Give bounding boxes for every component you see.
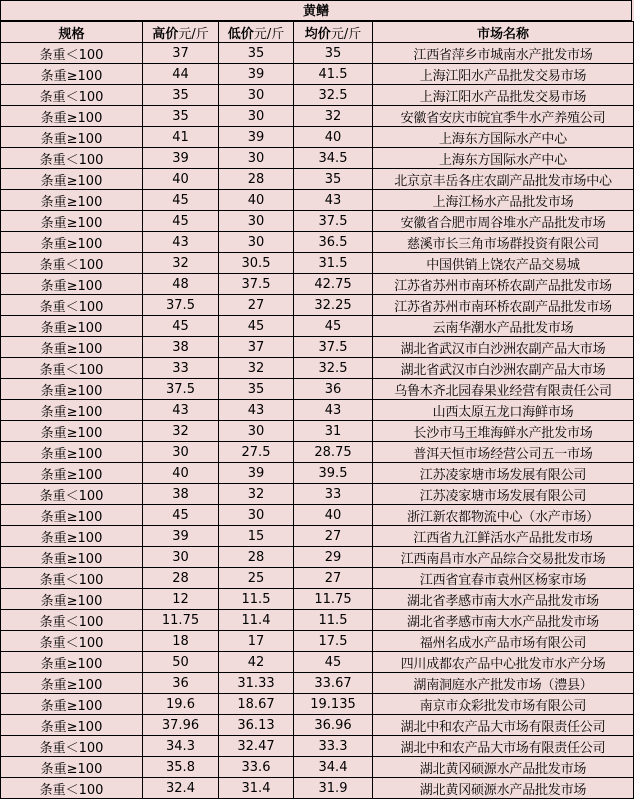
low-price-cell: 36.13: [219, 715, 294, 736]
avg-price-cell: 32.5: [294, 85, 373, 106]
avg-price-cell: 34.5: [294, 148, 373, 169]
spec-cell: 条重＜100: [1, 295, 143, 316]
header-row: [1, 22, 634, 43]
market-name-cell: 上海东方国际水产中心: [373, 127, 634, 148]
market-name-cell: 山西太原五龙口海鲜市场: [373, 400, 634, 421]
high-price-cell: 19.6: [143, 694, 219, 715]
low-price-cell: 39: [219, 64, 294, 85]
price-table: [0, 21, 634, 799]
low-price-cell: 37.5: [219, 274, 294, 295]
market-name-cell: 福州名成水产品市场有限公司: [373, 631, 634, 652]
market-name-cell: 湖北省武汉市白沙洲农副产品大市场: [373, 337, 634, 358]
table-row: [1, 64, 634, 85]
high-price-cell: 43: [143, 400, 219, 421]
low-price-cell: 27: [219, 295, 294, 316]
avg-price-cell: 36.5: [294, 232, 373, 253]
table-row: [1, 400, 634, 421]
table-row: [1, 589, 634, 610]
table-row: [1, 463, 634, 484]
avg-price-cell: 11.75: [294, 589, 373, 610]
low-price-cell: 32: [219, 358, 294, 379]
market-name-cell: 乌鲁木齐北园春果业经营有限责任公司: [373, 379, 634, 400]
header-low-label: 低价: [227, 26, 254, 42]
low-price-cell: 42: [219, 652, 294, 673]
spec-cell: 条重＜100: [1, 778, 143, 799]
sheet-title: 黄鳝: [0, 0, 632, 21]
header-high-label: 高价: [152, 26, 179, 42]
high-price-cell: 39: [143, 526, 219, 547]
spec-cell: 条重≥100: [1, 274, 143, 295]
table-row: [1, 778, 634, 799]
low-price-cell: 30: [219, 421, 294, 442]
high-price-cell: 28: [143, 568, 219, 589]
market-name-cell: 上海江阳水产品批发交易市场: [373, 64, 634, 85]
high-price-cell: 37.96: [143, 715, 219, 736]
low-price-cell: 31.33: [219, 673, 294, 694]
avg-price-cell: 40: [294, 127, 373, 148]
market-name-cell: 中国供销上饶农产品交易城: [373, 253, 634, 274]
spec-cell: 条重≥100: [1, 673, 143, 694]
avg-price-cell: 39.5: [294, 463, 373, 484]
high-price-cell: 40: [143, 169, 219, 190]
avg-price-cell: 40: [294, 505, 373, 526]
high-price-cell: 18: [143, 631, 219, 652]
spec-cell: 条重≥100: [1, 211, 143, 232]
low-price-cell: 15: [219, 526, 294, 547]
header-spec: 规格: [1, 22, 143, 43]
avg-price-cell: 33.67: [294, 673, 373, 694]
market-name-cell: 云南华潮水产品批发市场: [373, 316, 634, 337]
high-price-cell: 38: [143, 337, 219, 358]
low-price-cell: 40: [219, 190, 294, 211]
table-row: [1, 316, 634, 337]
spec-cell: 条重≥100: [1, 337, 143, 358]
market-name-cell: 江苏省苏州市南环桥农副产品批发市场: [373, 295, 634, 316]
market-name-cell: 湖北省孝感市南大水产品批发市场: [373, 610, 634, 631]
avg-price-cell: 43: [294, 400, 373, 421]
avg-price-cell: 43: [294, 190, 373, 211]
avg-price-cell: 37.5: [294, 211, 373, 232]
market-name-cell: 安徽省合肥市周谷堆水产品批发市场: [373, 211, 634, 232]
header-market: 市场名称: [373, 22, 634, 43]
high-price-cell: 35: [143, 85, 219, 106]
table-row: [1, 274, 634, 295]
table-row: [1, 757, 634, 778]
header-avg-label: 均价: [304, 26, 331, 42]
market-name-cell: 江西省宜春市袁州区杨家市场: [373, 568, 634, 589]
table-body: [1, 43, 634, 799]
header-high: [143, 22, 219, 43]
low-price-cell: 28: [219, 547, 294, 568]
avg-price-cell: 45: [294, 316, 373, 337]
low-price-cell: 30: [219, 505, 294, 526]
low-price-cell: 30: [219, 211, 294, 232]
spec-cell: 条重≥100: [1, 505, 143, 526]
spec-cell: 条重≥100: [1, 169, 143, 190]
low-price-cell: 43: [219, 400, 294, 421]
high-price-cell: 37: [143, 43, 219, 64]
high-price-cell: 48: [143, 274, 219, 295]
market-name-cell: 慈溪市长三角市场群投资有限公司: [373, 232, 634, 253]
high-price-cell: 33: [143, 358, 219, 379]
low-price-cell: 31.4: [219, 778, 294, 799]
market-name-cell: 湖北省孝感市南大水产品批发市场: [373, 589, 634, 610]
spec-cell: 条重≥100: [1, 190, 143, 211]
table-row: [1, 715, 634, 736]
avg-price-cell: 27: [294, 568, 373, 589]
market-name-cell: 江苏省苏州市南环桥农副产品批发市场: [373, 274, 634, 295]
market-name-cell: 上海东方国际水产中心: [373, 148, 634, 169]
table-row: [1, 673, 634, 694]
table-row: [1, 253, 634, 274]
high-price-cell: 38: [143, 484, 219, 505]
spec-cell: 条重≥100: [1, 421, 143, 442]
table-row: [1, 736, 634, 757]
high-price-cell: 39: [143, 148, 219, 169]
low-price-cell: 33.6: [219, 757, 294, 778]
high-price-cell: 36: [143, 673, 219, 694]
spec-cell: 条重≥100: [1, 652, 143, 673]
low-price-cell: 11.5: [219, 589, 294, 610]
table-row: [1, 169, 634, 190]
high-price-cell: 44: [143, 64, 219, 85]
market-name-cell: 湖南洞庭水产批发市场（澧县）: [373, 673, 634, 694]
table-row: [1, 148, 634, 169]
high-price-cell: 32: [143, 421, 219, 442]
table-row: [1, 379, 634, 400]
avg-price-cell: 34.4: [294, 757, 373, 778]
avg-price-cell: 27: [294, 526, 373, 547]
spec-cell: 条重＜100: [1, 631, 143, 652]
table-row: [1, 694, 634, 715]
table-row: [1, 295, 634, 316]
avg-price-cell: 31: [294, 421, 373, 442]
spec-cell: 条重≥100: [1, 316, 143, 337]
high-price-cell: 45: [143, 316, 219, 337]
low-price-cell: 32: [219, 484, 294, 505]
header-avg-unit: 元/斤: [330, 26, 362, 42]
table-row: [1, 484, 634, 505]
header-high-unit: 元/斤: [178, 26, 209, 42]
table-row: [1, 442, 634, 463]
low-price-cell: 39: [219, 463, 294, 484]
spec-cell: 条重＜100: [1, 610, 143, 631]
high-price-cell: 32.4: [143, 778, 219, 799]
low-price-cell: 30: [219, 232, 294, 253]
avg-price-cell: 37.5: [294, 337, 373, 358]
low-price-cell: 11.4: [219, 610, 294, 631]
low-price-cell: 30: [219, 85, 294, 106]
high-price-cell: 32: [143, 253, 219, 274]
spec-cell: 条重＜100: [1, 253, 143, 274]
avg-price-cell: 31.9: [294, 778, 373, 799]
spec-cell: 条重≥100: [1, 526, 143, 547]
table-row: [1, 127, 634, 148]
high-price-cell: 43: [143, 232, 219, 253]
spec-cell: 条重≥100: [1, 232, 143, 253]
table-row: [1, 43, 634, 64]
avg-price-cell: 35: [294, 169, 373, 190]
market-name-cell: 湖北黄冈硕源水产品批发市场: [373, 757, 634, 778]
spec-cell: 条重＜100: [1, 43, 143, 64]
spec-cell: 条重≥100: [1, 127, 143, 148]
spec-cell: 条重≥100: [1, 106, 143, 127]
market-name-cell: 湖北黄冈硕源水产品批发市场: [373, 778, 634, 799]
high-price-cell: 11.75: [143, 610, 219, 631]
high-price-cell: 45: [143, 211, 219, 232]
spec-cell: 条重≥100: [1, 379, 143, 400]
avg-price-cell: 11.5: [294, 610, 373, 631]
table-row: [1, 337, 634, 358]
spec-cell: 条重≥100: [1, 442, 143, 463]
high-price-cell: 30: [143, 547, 219, 568]
avg-price-cell: 35: [294, 43, 373, 64]
market-name-cell: 湖北省武汉市白沙洲农副产品大市场: [373, 358, 634, 379]
avg-price-cell: 42.75: [294, 274, 373, 295]
high-price-cell: 40: [143, 463, 219, 484]
market-name-cell: 浙江新农都物流中心（水产市场）: [373, 505, 634, 526]
avg-price-cell: 33.3: [294, 736, 373, 757]
low-price-cell: 30: [219, 148, 294, 169]
market-name-cell: 江西南昌市水产品综合交易批发市场: [373, 547, 634, 568]
market-name-cell: 江西省九江鲜活水产品批发市场: [373, 526, 634, 547]
spec-cell: 条重＜100: [1, 85, 143, 106]
header-low: [219, 22, 294, 43]
low-price-cell: 25: [219, 568, 294, 589]
avg-price-cell: 36: [294, 379, 373, 400]
table-row: [1, 526, 634, 547]
header-low-unit: 元/斤: [253, 26, 285, 42]
market-name-cell: 南京市众彩批发市场有限公司: [373, 694, 634, 715]
spec-cell: 条重≥100: [1, 715, 143, 736]
avg-price-cell: 19.135: [294, 694, 373, 715]
table-row: [1, 358, 634, 379]
low-price-cell: 35: [219, 43, 294, 64]
table-row: [1, 610, 634, 631]
low-price-cell: 35: [219, 379, 294, 400]
table-row: [1, 568, 634, 589]
header-avg: [294, 22, 373, 43]
market-name-cell: 上海江阳水产品批发交易市场: [373, 85, 634, 106]
avg-price-cell: 36.96: [294, 715, 373, 736]
table-row: [1, 232, 634, 253]
spec-cell: 条重≥100: [1, 589, 143, 610]
high-price-cell: 34.3: [143, 736, 219, 757]
avg-price-cell: 32.5: [294, 358, 373, 379]
high-price-cell: 37.5: [143, 379, 219, 400]
low-price-cell: 18.67: [219, 694, 294, 715]
low-price-cell: 30.5: [219, 253, 294, 274]
table-row: [1, 85, 634, 106]
table-row: [1, 652, 634, 673]
spec-cell: 条重≥100: [1, 757, 143, 778]
table-row: [1, 421, 634, 442]
avg-price-cell: 17.5: [294, 631, 373, 652]
low-price-cell: 30: [219, 106, 294, 127]
avg-price-cell: 31.5: [294, 253, 373, 274]
table-row: [1, 505, 634, 526]
spec-cell: 条重≥100: [1, 547, 143, 568]
market-name-cell: 安徽省安庆市皖宜季牛水产养殖公司: [373, 106, 634, 127]
table-row: [1, 211, 634, 232]
market-name-cell: 湖北中和农产品大市场有限责任公司: [373, 736, 634, 757]
low-price-cell: 39: [219, 127, 294, 148]
spec-cell: 条重≥100: [1, 694, 143, 715]
low-price-cell: 45: [219, 316, 294, 337]
table-row: [1, 547, 634, 568]
low-price-cell: 17: [219, 631, 294, 652]
spec-cell: 条重＜100: [1, 148, 143, 169]
avg-price-cell: 33: [294, 484, 373, 505]
avg-price-cell: 32: [294, 106, 373, 127]
high-price-cell: 50: [143, 652, 219, 673]
market-name-cell: 长沙市马王堆海鲜水产批发市场: [373, 421, 634, 442]
spec-cell: 条重＜100: [1, 736, 143, 757]
high-price-cell: 30: [143, 442, 219, 463]
avg-price-cell: 29: [294, 547, 373, 568]
market-name-cell: 上海江杨水产品批发市场: [373, 190, 634, 211]
spec-cell: 条重＜100: [1, 484, 143, 505]
low-price-cell: 37: [219, 337, 294, 358]
avg-price-cell: 32.25: [294, 295, 373, 316]
table-row: [1, 106, 634, 127]
low-price-cell: 28: [219, 169, 294, 190]
market-name-cell: 四川成都农产品中心批发市水产分场: [373, 652, 634, 673]
avg-price-cell: 28.75: [294, 442, 373, 463]
table-row: [1, 190, 634, 211]
avg-price-cell: 45: [294, 652, 373, 673]
avg-price-cell: 41.5: [294, 64, 373, 85]
market-name-cell: 普洱天恒市场经营公司五一市场: [373, 442, 634, 463]
high-price-cell: 45: [143, 190, 219, 211]
high-price-cell: 45: [143, 505, 219, 526]
low-price-cell: 32.47: [219, 736, 294, 757]
high-price-cell: 35.8: [143, 757, 219, 778]
spec-cell: 条重≥100: [1, 64, 143, 85]
high-price-cell: 35: [143, 106, 219, 127]
market-name-cell: 湖北中和农产品大市场有限责任公司: [373, 715, 634, 736]
spec-cell: 条重＜100: [1, 568, 143, 589]
table-row: [1, 631, 634, 652]
market-name-cell: 江西省萍乡市城南水产批发市场: [373, 43, 634, 64]
market-name-cell: 江苏凌家塘市场发展有限公司: [373, 463, 634, 484]
low-price-cell: 27.5: [219, 442, 294, 463]
spec-cell: 条重≥100: [1, 400, 143, 421]
market-name-cell: 北京京丰岳各庄农副产品批发市场中心: [373, 169, 634, 190]
spec-cell: 条重≥100: [1, 463, 143, 484]
high-price-cell: 41: [143, 127, 219, 148]
high-price-cell: 12: [143, 589, 219, 610]
high-price-cell: 37.5: [143, 295, 219, 316]
spec-cell: 条重＜100: [1, 358, 143, 379]
market-name-cell: 江苏凌家塘市场发展有限公司: [373, 484, 634, 505]
